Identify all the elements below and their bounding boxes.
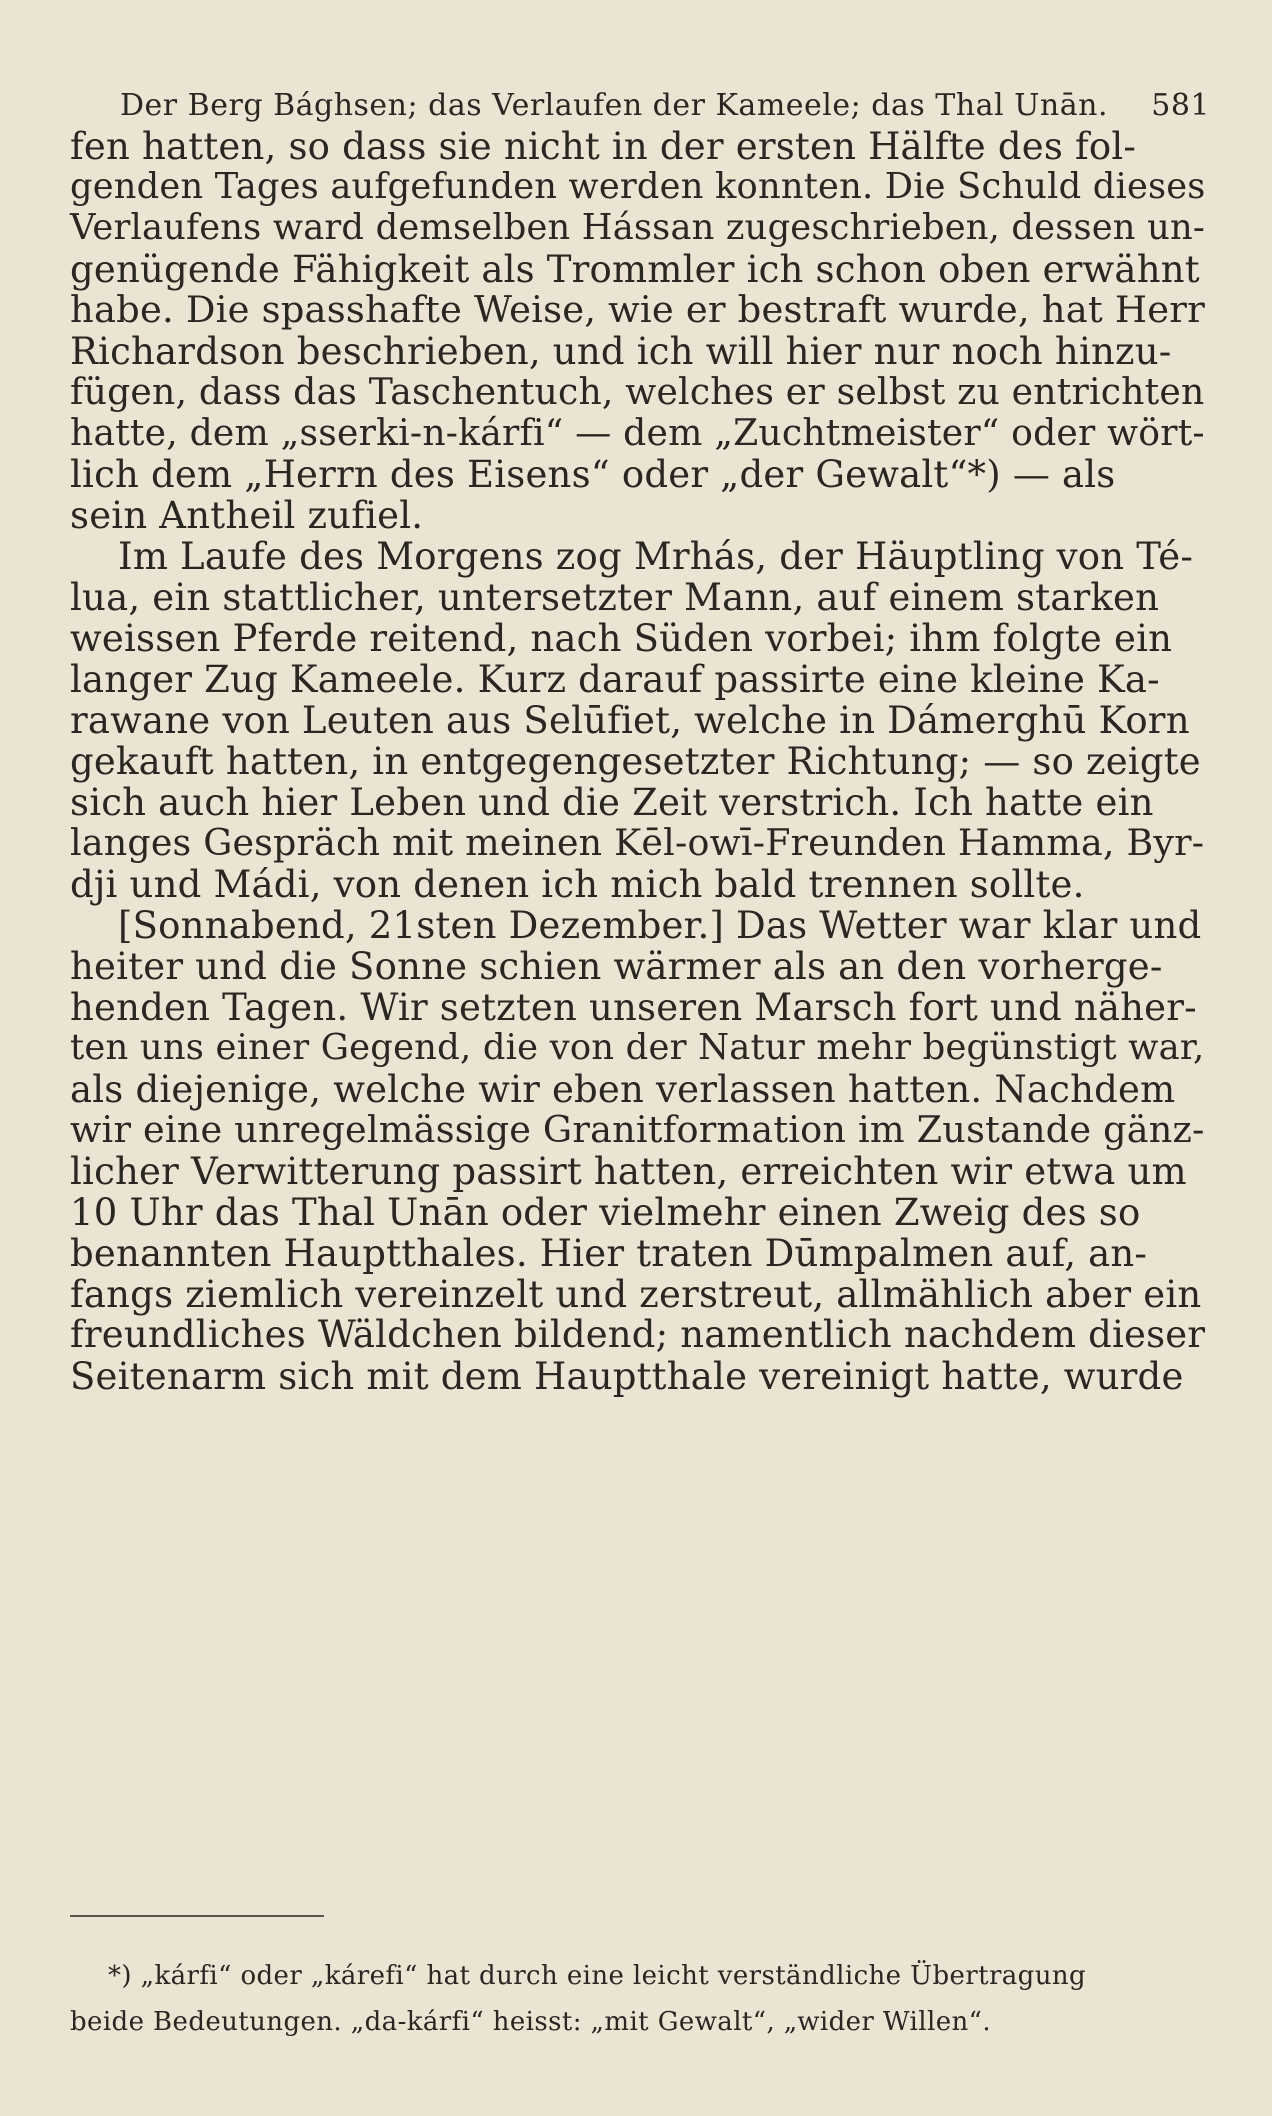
text-line: hatte, dem „sserki-n-kárfi“ — dem „Zuchtmeister“ oder wört- <box>70 411 1205 454</box>
text-line: genügende Fähigkeit als Trommler ich schon oben erwähnt <box>70 248 1200 291</box>
text-line: gekauft hatten, in entgegengesetzter Richtung; — so zeigte <box>70 740 1201 783</box>
footnote-line: beide Bedeutungen. „da-kárfi“ heisst: „mit Gewalt“, „wider Willen“. <box>70 2007 991 2037</box>
page-number: 581 <box>1151 88 1210 123</box>
text-line: rawane von Leuten aus Selūfiet, welche in Dámerghū Korn <box>70 699 1190 742</box>
text-line: heiter und die Sonne schien wärmer als an den vorherge- <box>70 945 1163 988</box>
text-line: lua, ein stattlicher, untersetzter Mann, auf einem starken <box>70 576 1160 619</box>
text-line: sich auch hier Leben und die Zeit verstrich. Ich hatte ein <box>70 781 1154 824</box>
footnote-rule <box>70 1915 324 1917</box>
text-line: dji und Mádi, von denen ich mich bald trennen sollte. <box>70 863 1085 906</box>
text-line: henden Tagen. Wir setzten unseren Marsch fort und näher- <box>70 986 1197 1029</box>
text-line: Richardson beschrieben, und ich will hier nur noch hinzu- <box>70 330 1172 373</box>
text-line: sein Antheil zufiel. <box>70 494 424 537</box>
text-line: [Sonnabend, 21sten Dezember.] Das Wetter war klar und <box>118 904 1202 947</box>
text-line: Verlaufens ward demselben Hássan zugeschrieben, dessen un- <box>70 207 1205 248</box>
text-line: Seitenarm sich mit dem Hauptthale vereinigt hatte, wurde <box>70 1355 1184 1398</box>
text-line: genden Tages aufgefunden werden konnten. Die Schuld dieses <box>70 166 1206 207</box>
text-line: fügen, dass das Taschentuch, welches er selbst zu entrichten <box>70 370 1205 413</box>
text-line: benannten Hauptthales. Hier traten Dūmpalmen auf, an- <box>70 1232 1148 1275</box>
text-line: fen hatten, so dass sie nicht in der ersten Hälfte des fol- <box>70 125 1137 168</box>
text-line: weissen Pferde reitend, nach Süden vorbei; ihm folgte ein <box>70 617 1173 660</box>
text-line: als diejenige, welche wir eben verlassen hatten. Nachdem <box>70 1068 1176 1111</box>
text-line: langer Zug Kameele. Kurz darauf passirte eine kleine Ka- <box>70 658 1160 701</box>
running-head <box>120 88 1210 123</box>
text-line: wir eine unregelmässige Granitformation im Zustande gänz- <box>70 1108 1205 1151</box>
text-line: fangs ziemlich vereinzelt und zerstreut, allmählich aber ein <box>70 1273 1202 1316</box>
text-line: ten uns einer Gegend, die von der Natur mehr begünstigt war, <box>70 1027 1205 1068</box>
text-line: langes Gespräch mit meinen Kēl-owī-Freunden Hamma, Byr- <box>70 821 1205 864</box>
text-line: licher Verwitterung passirt hatten, erreichten wir etwa um <box>70 1150 1187 1193</box>
running-head-title: Der Berg Bághsen; das Verlaufen der Kameele; das Thal Unān. <box>120 88 1108 123</box>
footnote-line: *) „kárfi“ oder „kárefi“ hat durch eine leicht verständliche Übertragung <box>108 1961 1087 1991</box>
text-line: 10 Uhr das Thal Unān oder vielmehr einen Zweig des so <box>70 1191 1141 1234</box>
text-line: lich dem „Herrn des Eisens“ oder „der Gewalt“*) — als <box>70 453 1116 496</box>
text-line: Im Laufe des Morgens zog Mrhás, der Häuptling von Té- <box>118 535 1194 578</box>
text-line: freundliches Wäldchen bildend; namentlich nachdem dieser <box>70 1313 1206 1356</box>
text-line: habe. Die spasshafte Weise, wie er bestraft wurde, hat Herr <box>70 288 1205 331</box>
